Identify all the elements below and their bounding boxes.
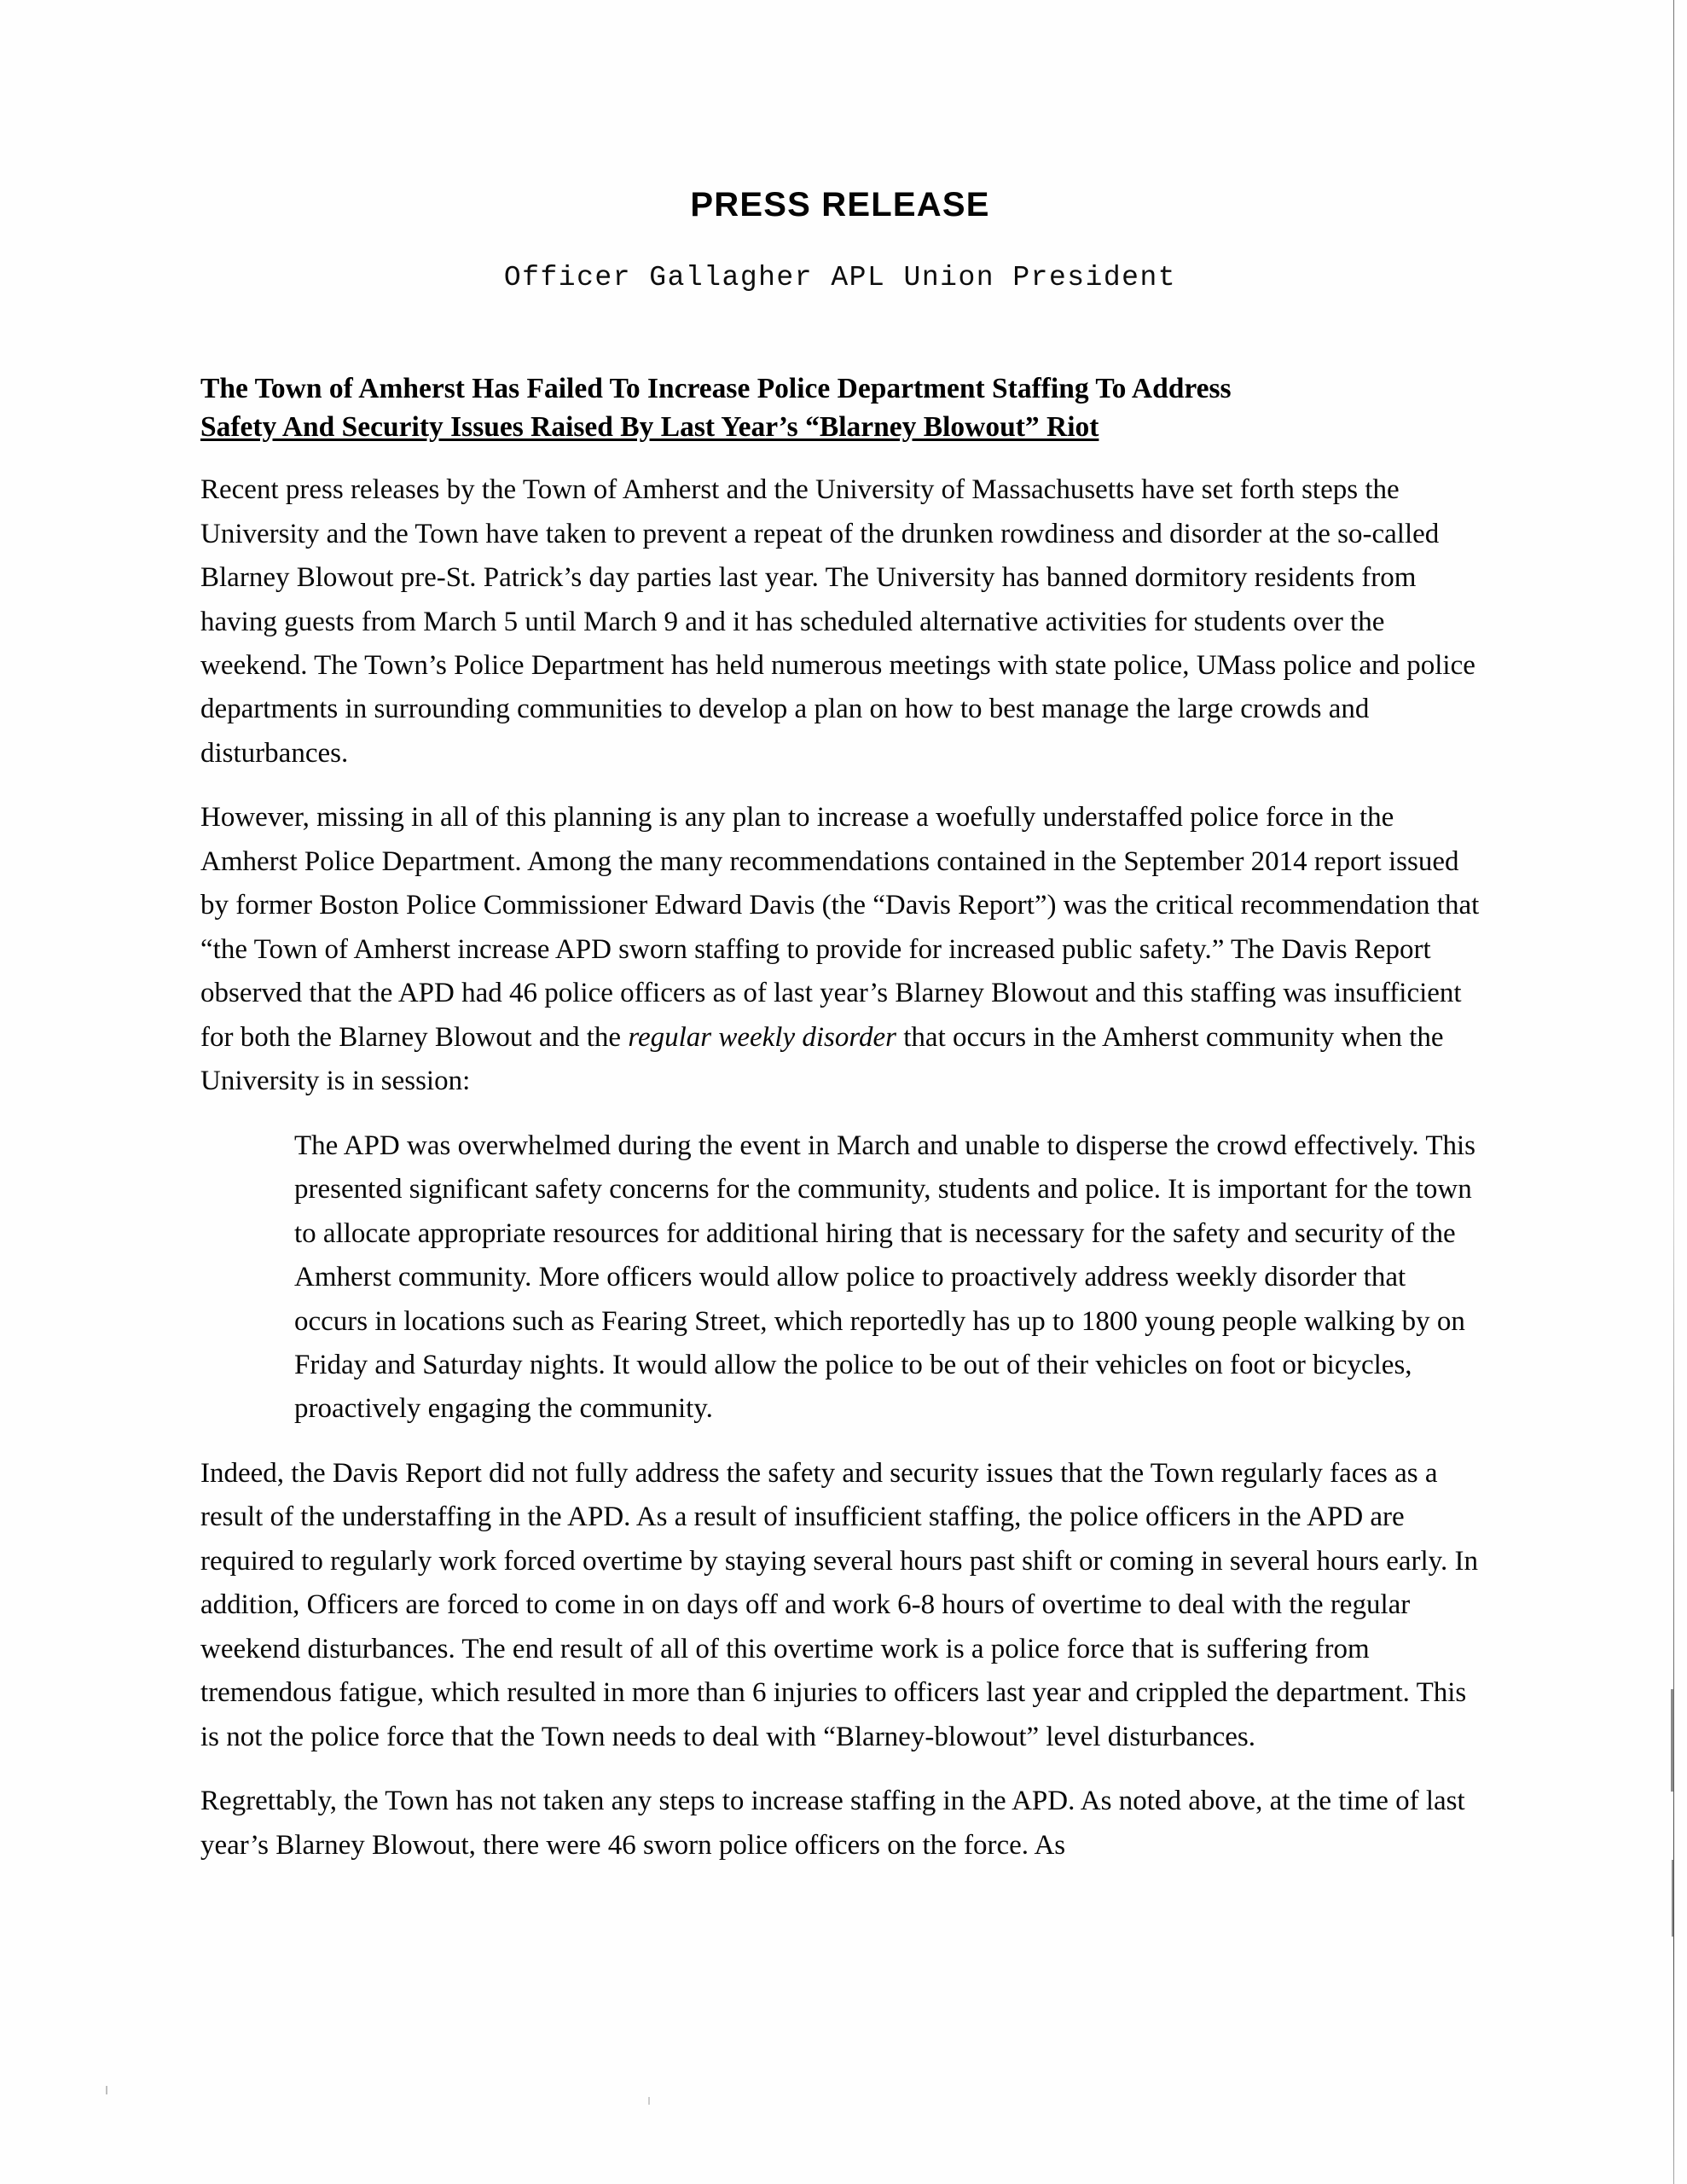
document-subtitle: Officer Gallagher APL Union President — [503, 262, 1177, 293]
paragraph-davis-report — [200, 775, 1480, 1103]
paragraph-davis-report-tail: that occurs in the Amherst community when the University is in session: — [200, 1021, 1444, 1097]
headline-line-2: Safety And Security Issues Raised By Last Year’s “Blarney Blowout” Riot — [200, 410, 1099, 443]
paragraph-davis-report-emphasis: regular weekly disorder — [628, 1021, 896, 1053]
scan-edge-artifact — [1673, 0, 1674, 2184]
paragraph-intro: Recent press releases by the Town of Amherst and the University of Massachusetts have set forth steps the University and the Town have taken to prevent a repeat of the drunken rowdiness and disorder at the so-called Blarney Blowout pre-St. Patrick’s day parties last year. The University has banned dormitory residents from having guests from March 5 until March 9 and it has scheduled alternative activities for students over the weekend. The Town’s Police Department has held numerous meetings with state police, UMass police and police departments in surrounding communities to develop a plan on how to best manage the large crowds and disturbances. — [200, 474, 1475, 769]
headline — [200, 293, 1480, 446]
paragraph-overtime: Indeed, the Davis Report did not fully address the safety and security issues that the Town regularly faces as a result of the understaffing in the APD. As a result of insufficient staffing, the police officers in the APD are required to regularly work forced overtime by staying several hours past shift or coming in several hours early. In addition, Officers are forced to come in on days off and work 6-8 hours of overtime to deal with the regular weekend disturbances. The end result of all of this overtime work is a police force that is suffering from tremendous fatigue, which resulted in more than 6 injuries to officers last year and crippled the department. This is not the police force that the Town needs to deal with “Blarney-blowout” level disturbances. — [200, 1457, 1478, 1752]
paragraph-davis-report-head: However, missing in all of this planning is any plan to increase a woefully understaffed police force in the Amherst Police Department. Among the many recommendations contained in the September 2014 report issued by former Boston Police Commissioner Edward Davis (the “Davis Report”) was the critical recommendation that “the Town of Amherst increase APD sworn staffing to provide for increased public safety.” The Davis Report observed that the APD had 46 police officers as of last year’s Blarney Blowout and this staffing was insufficient for both the Blarney Blowout and the — [200, 802, 1480, 1053]
blockquote — [200, 1104, 1480, 1432]
document-content — [200, 0, 1480, 1867]
paragraph-conclusion: Regrettably, the Town has not taken any steps to increase staffing in the APD. As noted above, at the time of last year’s Blarney Blowout, there were 46 sworn police officers on the force. As — [200, 1786, 1465, 1861]
scan-speck — [1672, 1860, 1673, 1937]
scan-speck — [1671, 1689, 1673, 1792]
scan-speck — [106, 2086, 107, 2094]
blockquote-text: The APD was overwhelmed during the event in March and unable to disperse the crowd effectively. This presented significant safety concerns for the community, students and police. It is important for the town to allocate appropriate resources for additional hiring that is necessary for the safety and security of the Amherst community. More officers would allow police to proactively address weekly disorder that occurs in locations such as Fearing Street, which reportedly has up to 1800 young people walking by on Friday and Saturday nights. It would allow the police to be out of their vehicles on foot or bicycles, proactively engaging the community. — [294, 1130, 1476, 1425]
headline-line-1: The Town of Amherst Has Failed To Increase Police Department Staffing To Address — [200, 373, 1232, 404]
scan-speck — [648, 2097, 650, 2105]
page-title: PRESS RELEASE — [690, 186, 990, 224]
